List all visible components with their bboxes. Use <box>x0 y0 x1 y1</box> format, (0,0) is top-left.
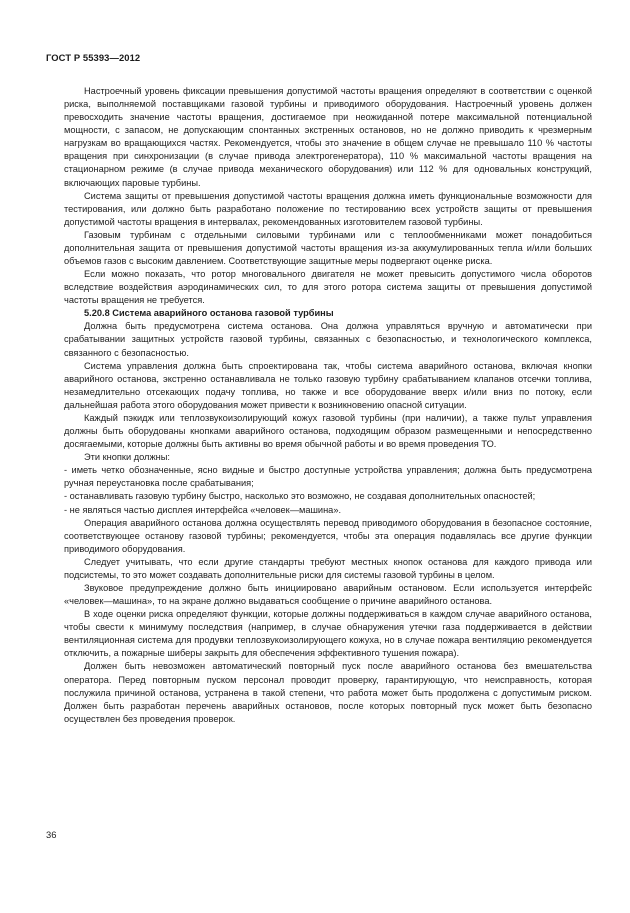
document-header: ГОСТ Р 55393—2012 <box>46 52 141 63</box>
list-item: - иметь четко обозначенные, ясно видные и быстро доступные устройства управления; должна быть предусмотрена ручная переустановка после срабатывания; <box>64 465 592 489</box>
paragraph-multishaft: Если можно показать, что ротор многовального двигателя не может превысить допустимого числа оборотов вследствие воздействия аэродинамических сил, то для этого ротора система защиты от превышения допустимой частоты вращения не требуется. <box>64 269 592 306</box>
paragraph-control-system: Система управления должна быть спроектирована так, чтобы система аварийного останова, включая кнопки аварийного останова, экстренно останавливала не только газовую турбину срабатыванием клапанов отсечки топлива, незамедлительно отсекающих подачу топлива, но также и все оборудование вверх и/или вниз по потоку, если дальнейшая работа этого оборудования может привести к возникновению опасной ситуации. <box>64 360 592 410</box>
paragraph-audible-warning: Звуковое предупреждение должно быть инициировано аварийным остановом. Если используется интерфейс «человек—машина», то на экране должно выдаваться сообщение о причине аварийного останова. <box>64 582 592 607</box>
document-body <box>64 85 592 726</box>
paragraph-safe-state: Операция аварийного останова должна осуществлять перевод приводимого оборудования в безопасное состояние, соответствующее останову газовой турбины; рекомендуется, чтобы эта операция подавлялась все другие функции приводимого оборудования. <box>64 517 592 554</box>
paragraph-setpoint: Настроечный уровень фиксации превышения допустимой частоты вращения определяют в соответствии с оценкой риска, выполняемой поставщиками газовой турбины и приводимого оборудования. Настроечный уровень должен превосходить значение частоты вращения, достигаемое при неожиданной потере максимальной потенциальной мощности, с запасом, не допускающим спонтанных экстренных остановов, но не должно приводить к чрезмерным нагрузкам во вращающихся частях. Рекомендуется, чтобы это значение в общем случае не превышало 110 % частоты вращения при синхронизации (в случае привода электрогенератора), 110 % максимальной частоты вращения на стационарном режиме (в случае привода механического оборудования) или 112 % для одновальных конструкций, включающих паровые турбины. <box>64 86 592 188</box>
list-item: - не являться частью дисплея интерфейса «человек—машина». <box>64 504 342 515</box>
paragraph-shutdown-system: Должна быть предусмотрена система останова. Она должна управляться вручную и автоматически при срабатывании защитных устройств газовой турбины, связанных с безопасностью, и технологического комплекса, связанного с безопасностью. <box>64 321 592 358</box>
paragraph-buttons-intro: Эти кнопки должны: <box>84 452 170 463</box>
paragraph-risk-functions: В ходе оценки риска определяют функции, которые должны поддерживаться в каждом случае аварийного останова, чтобы свести к минимуму последствия (например, в случае обнаружения утечки газа поддерживается в действии вентиляционная система для продувки теплозвукоизолирующего кожуха, но в случае пожара вентиляцию рекомендуется отключить, а пожарные шиберы закрыть для обеспечения эффективного тушения пожара). <box>64 609 592 659</box>
paragraph-local-buttons: Следует учитывать, что если другие стандарты требуют местных кнопок останова для каждого привода или подсистемы, то это может создавать дополнительные риски для системы газовой турбины в целом. <box>64 556 592 580</box>
paragraph-additional-protection: Газовым турбинам с отдельными силовыми турбинами или с теплообменниками может понадобиться дополнительная защита от превышения допустимой частоты вращения из-за аккумулированных тепла и/или больших объемов газов с высоким давлением. Соответствующие защитные меры подвергают оценке риска. <box>64 229 592 267</box>
paragraph-restart: Должен быть невозможен автоматический повторный пуск после аварийного останова без вмешательства оператора. Перед повторным пуском персонал проводит проверку, гарантирующую, что неисправность, которая послужила причиной останова, устранена в такой степени, что работа может быть продолжена с допустимым риском. Должен быть разработан перечень аварийных остановов, после которых повторный пуск может быть безопасно осуществлен без проведения проверок. <box>64 661 592 724</box>
paragraph-emergency-buttons: Каждый пэкидж или теплозвукоизолирующий кожух газовой турбины (при наличии), а также пульт управления должны быть оборудованы кнопками аварийного останова, подходящим образом размещенными и непосредственно досягаемыми, которые должны быть активны во время обычной работы и во время проведения ТО. <box>64 412 592 450</box>
section-heading: 5.20.8 Система аварийного останова газовой турбины <box>84 308 334 319</box>
paragraph-testing: Система защиты от превышения допустимой частоты вращения должна иметь функциональные возможности для тестирования, или должно быть разработано положение по тестированию всех устройств защиты от превышения допустимой частоты вращения в интервалах, рекомендованных изготовителем газовой турбины. <box>64 190 592 227</box>
list-item: - останавливать газовую турбину быстро, насколько это возможно, не создавая дополнительных опасностей; <box>64 491 536 502</box>
page-number: 36 <box>46 829 57 840</box>
